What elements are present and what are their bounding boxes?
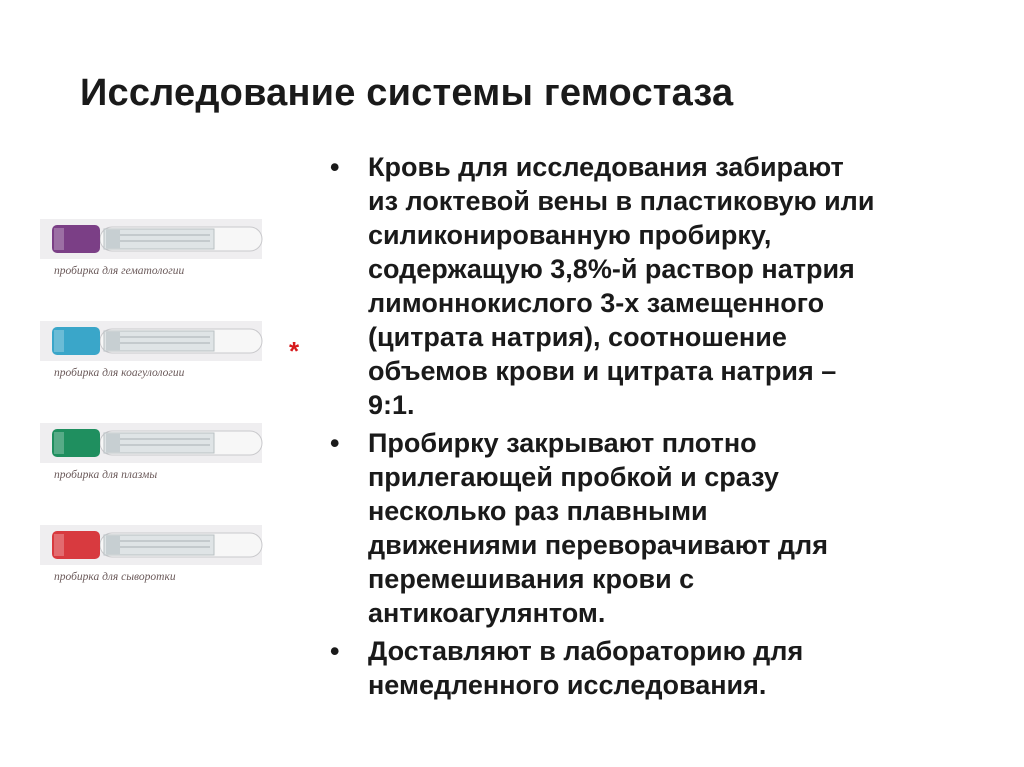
- slide-title: Исследование системы гемостаза: [80, 72, 734, 114]
- bullet-item-blood-collection: [330, 150, 1015, 422]
- bullet-item-mixing: [330, 426, 1015, 630]
- bullet-list: [330, 150, 1015, 706]
- bullet-line: 9:1.: [368, 390, 415, 420]
- bullet-line: объемов крови и цитрата натрия –: [368, 356, 837, 386]
- bullet-line: несколько раз плавными: [368, 496, 708, 526]
- tube-serum-image: [40, 521, 270, 573]
- bullet-marker: •: [330, 152, 340, 182]
- bullet-line: из локтевой вены в пластиковую или: [368, 186, 875, 216]
- bullet-line: силиконированную пробирку,: [368, 220, 772, 250]
- tube-caption: пробирка для сыворотки: [54, 571, 176, 583]
- bullet-line: Кровь для исследования забирают: [368, 152, 844, 182]
- tube-caption: пробирка для гематологии: [54, 265, 185, 277]
- tube-caption: пробирка для коагулологии: [54, 367, 185, 379]
- bullet-marker: •: [330, 636, 340, 666]
- tube-serum: [40, 521, 280, 591]
- bullet-line: немедленного исследования.: [368, 670, 767, 700]
- bullet-line: содержащую 3,8%-й раствор натрия: [368, 254, 855, 284]
- tube-coagulology-image: [40, 317, 270, 369]
- bullet-line: Доставляют в лабораторию для: [368, 636, 804, 666]
- bullet-marker: •: [330, 428, 340, 458]
- tube-hematology-image: [40, 215, 270, 267]
- tube-caption: пробирка для плазмы: [54, 469, 158, 481]
- bullet-line: (цитрата натрия), соотношение: [368, 322, 787, 352]
- bullet-line: антикоагулянтом.: [368, 598, 606, 628]
- bullet-line: прилегающей пробкой и сразу: [368, 462, 779, 492]
- tube-coagulology: [40, 317, 280, 387]
- asterisk-mark: *: [289, 336, 300, 366]
- bullet-line: перемешивания крови с: [368, 564, 695, 594]
- tube-plasma: [40, 419, 280, 489]
- bullet-line: движениями переворачивают для: [368, 530, 828, 560]
- bullet-item-delivery: [330, 634, 1015, 702]
- tube-plasma-image: [40, 419, 270, 471]
- tube-hematology: [40, 215, 280, 285]
- bullet-line: Пробирку закрывают плотно: [368, 428, 757, 458]
- bullet-line: лимоннокислого 3-х замещенного: [368, 288, 825, 318]
